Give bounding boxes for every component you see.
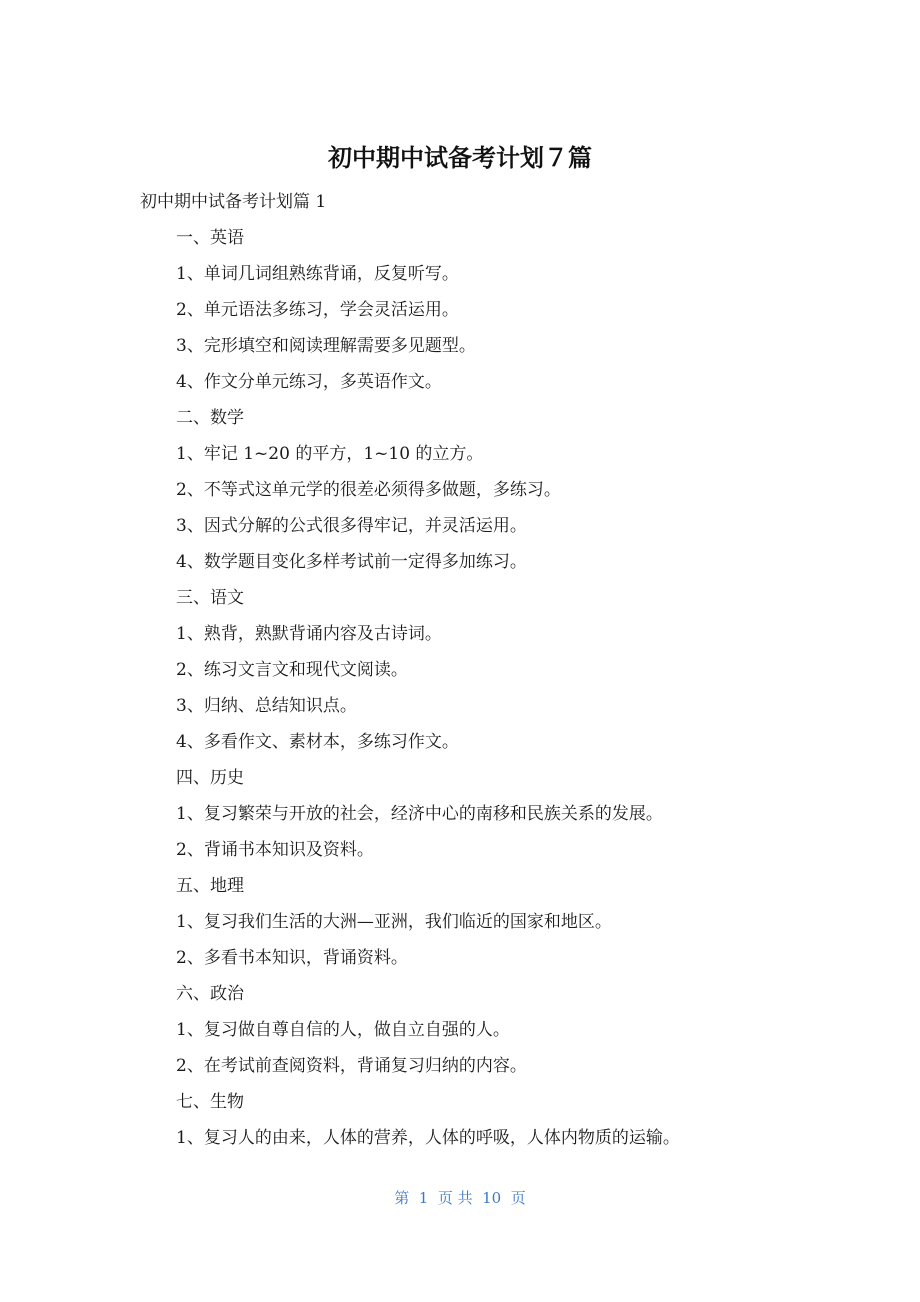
page-footer: 第 1 页 共 10 页: [394, 1189, 526, 1207]
list-item: 3、完形填空和阅读理解需要多见题型。: [176, 336, 476, 356]
list-item: 4、数学题目变化多样考试前一定得多加练习。: [176, 552, 527, 572]
list-item: 1、单词几词组熟练背诵，反复听写。: [176, 264, 459, 284]
heading-biology: 七、生物: [176, 1092, 244, 1112]
heading-politics: 六、政治: [176, 984, 244, 1004]
list-item: 3、归纳、总结知识点。: [176, 696, 357, 716]
list-item: 1、熟背，熟默背诵内容及古诗词。: [176, 624, 442, 644]
list-item: 1、复习我们生活的大洲—亚洲，我们临近的国家和地区。: [176, 912, 612, 932]
list-item: 2、在考试前查阅资料，背诵复习归纳的内容。: [176, 1056, 527, 1076]
heading-geography: 五、地理: [176, 876, 244, 896]
list-item: 2、背诵书本知识及资料。: [176, 840, 374, 860]
list-item: 4、作文分单元练习，多英语作文。: [176, 372, 442, 392]
list-item: 3、因式分解的公式很多得牢记，并灵活运用。: [176, 516, 527, 536]
document-body: [0, 184, 920, 1156]
list-item: 2、单元语法多练习，学会灵活运用。: [176, 300, 459, 320]
heading-english: 一、英语: [176, 228, 244, 248]
heading-history: 四、历史: [176, 768, 244, 788]
list-item: 2、多看书本知识，背诵资料。: [176, 948, 408, 968]
list-item: 1、牢记 1~20 的平方，1~10 的立方。: [176, 444, 484, 464]
list-item: 4、多看作文、素材本，多练习作文。: [176, 732, 459, 752]
list-item: 2、不等式这单元学的很差必须得多做题，多练习。: [176, 480, 561, 500]
list-item: 2、练习文言文和现代文阅读。: [176, 660, 408, 680]
section-subtitle: 初中期中试备考计划篇 1: [140, 192, 327, 212]
list-item: 1、复习繁荣与开放的社会，经济中心的南移和民族关系的发展。: [176, 804, 663, 824]
heading-chinese: 三、语文: [176, 588, 244, 608]
heading-math: 二、数学: [176, 408, 244, 428]
document-title: 初中期中试备考计划７篇: [328, 144, 592, 172]
list-item: 1、复习做自尊自信的人，做自立自强的人。: [176, 1020, 510, 1040]
list-item: 1、复习人的由来，人体的营养，人体的呼吸，人体内物质的运输。: [176, 1128, 680, 1148]
